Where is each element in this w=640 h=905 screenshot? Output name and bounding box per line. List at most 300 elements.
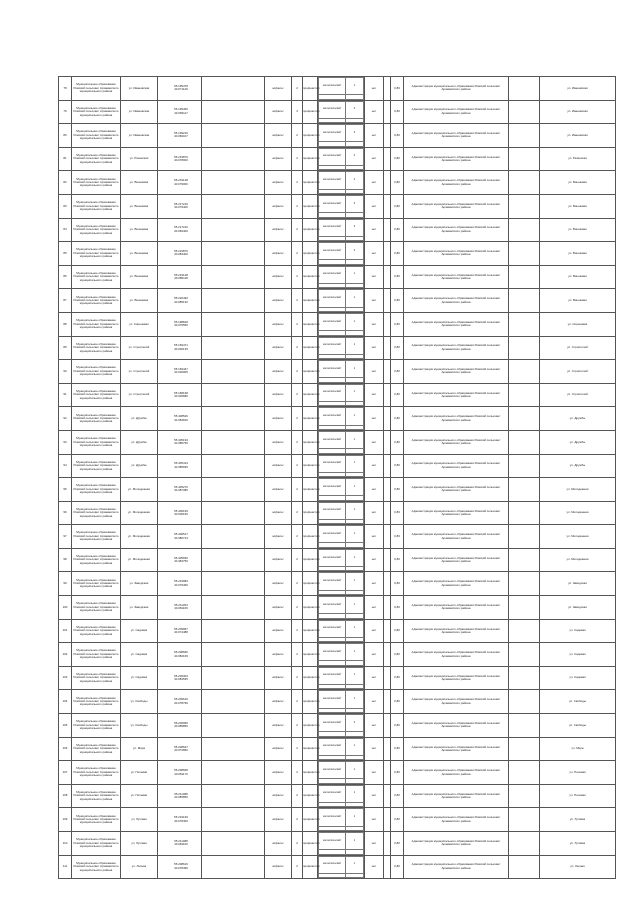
container-volume-cell: 0,80 — [391, 171, 404, 195]
container-type: металлический — [319, 408, 346, 425]
container-subcell-blank — [345, 236, 363, 240]
organization-cell: Муниципальное образование Ромский сельсовет Арзамасского муниципального района — [72, 171, 121, 195]
organization-cell: Муниципальное образование Ромский сельсовет Арзамасского муниципального района — [72, 832, 121, 856]
blank-cell — [202, 525, 265, 549]
site-count-cell: 2 — [292, 383, 303, 407]
served-objects-cell: ул. Дружбы — [540, 407, 616, 431]
owner-cell: Администрация муниципального образования Ромский сельсовет Арзамасского района — [404, 478, 509, 502]
blank-cell — [202, 407, 265, 431]
street-cell: ул. Заводская — [121, 572, 158, 596]
served-objects-cell: ул. Полевая — [540, 761, 616, 785]
bulky-waste-cell: нет — [365, 147, 384, 171]
blank-cell — [202, 501, 265, 525]
fence-material-cell: профнастил — [303, 124, 318, 148]
street-cell: ул. Вишневая — [121, 242, 158, 266]
container-subtable — [318, 384, 364, 407]
row-number: 82 — [59, 171, 72, 195]
street-cell: ул. Вишневая — [121, 265, 158, 289]
row-number: 86 — [59, 265, 72, 289]
container-cell — [318, 194, 365, 218]
street-cell: ул. Сиреневая — [121, 312, 158, 336]
container-quantity: 1 — [345, 337, 363, 354]
row-number: 84 — [59, 218, 72, 242]
blank-cell — [384, 100, 391, 124]
bulky-waste-cell: нет — [365, 265, 384, 289]
blank-cell — [509, 454, 540, 478]
blank-cell — [202, 124, 265, 148]
blank-cell — [384, 619, 391, 643]
table-row — [59, 855, 616, 879]
owner-cell: Администрация муниципального образования Ромский сельсовет Арзамасского района — [404, 832, 509, 856]
container-quantity: 1 — [345, 408, 363, 425]
organization-cell: Муниципальное образование Ромский сельсовет Арзамасского муниципального района — [72, 242, 121, 266]
latitude: 55.208668 — [174, 768, 188, 773]
organization-cell: Муниципальное образование Ромский сельсовет Арзамасского муниципального района — [72, 784, 121, 808]
fence-material-cell: профнастил — [303, 855, 318, 879]
organization-cell: Муниципальное образование Ромский сельсовет Арзамасского муниципального района — [72, 100, 121, 124]
container-volume-cell: 0,80 — [391, 784, 404, 808]
blank-cell — [202, 737, 265, 761]
table-row — [59, 832, 616, 856]
container-volume-cell: 0,80 — [391, 312, 404, 336]
container-quantity: 2 — [345, 172, 363, 189]
owner-cell: Администрация муниципального образования Ромский сельсовет Арзамасского района — [404, 383, 509, 407]
bulky-waste-cell: нет — [365, 383, 384, 407]
container-subcell-blank — [345, 708, 363, 712]
longitude: 40.085132 — [174, 299, 188, 304]
table-row — [59, 242, 616, 266]
surface-cover-cell: асфальт — [265, 407, 292, 431]
organization-cell: Муниципальное образование Ромский сельсовет Арзамасского муниципального района — [72, 336, 121, 360]
surface-cover-cell: асфальт — [265, 714, 292, 738]
served-objects-cell: ул. Лесная — [540, 855, 616, 879]
row-number: 108 — [59, 784, 72, 808]
container-quantity: 1 — [345, 738, 363, 755]
container-cell — [318, 548, 365, 572]
organization-cell: Муниципальное образование Ромский сельсовет Арзамасского муниципального района — [72, 383, 121, 407]
longitude: 40.081170 — [174, 771, 188, 776]
organization-cell: Муниципальное образование Ромский сельсовет Арзамасского муниципального района — [72, 77, 121, 101]
bulky-waste-cell: нет — [365, 714, 384, 738]
container-subcell-blank — [319, 401, 346, 405]
coordinates-cell — [158, 714, 202, 738]
coordinates-cell — [158, 808, 202, 832]
row-number: 81 — [59, 147, 72, 171]
longitude: 40.078496 — [174, 865, 188, 870]
street-cell: ул. Полевая — [121, 761, 158, 785]
latitude: 55.217210 — [174, 225, 188, 230]
table-row — [59, 430, 616, 454]
longitude: 40.384750 — [174, 559, 188, 564]
blank-cell — [384, 218, 391, 242]
table-row — [59, 407, 616, 431]
bulky-waste-cell: нет — [365, 478, 384, 502]
longitude: 40.079000 — [174, 181, 188, 186]
container-subcell-blank — [319, 873, 346, 877]
organization-cell: Муниципальное образование Ромский сельсовет Арзамасского муниципального района — [72, 218, 121, 242]
blank-cell — [509, 312, 540, 336]
latitude: 55.168168 — [174, 390, 188, 395]
coordinates-cell — [158, 454, 202, 478]
owner-cell: Администрация муниципального образования Ромский сельсовет Арзамасского района — [404, 218, 509, 242]
surface-cover-cell: асфальт — [265, 147, 292, 171]
blank-cell — [384, 289, 391, 313]
container-subtable — [318, 856, 364, 879]
coordinates-cell — [158, 312, 202, 336]
organization-cell: Муниципальное образование Ромский сельсовет Арзамасского муниципального района — [72, 360, 121, 384]
street-cell: ул. Молодежная — [121, 501, 158, 525]
container-quantity: 1 — [345, 597, 363, 614]
container-volume-cell: 0,80 — [391, 714, 404, 738]
container-cell — [318, 737, 365, 761]
container-subcell-blank — [345, 260, 363, 264]
coordinates-cell — [158, 147, 202, 171]
container-subcell-blank — [345, 95, 363, 99]
blank-cell — [202, 855, 265, 879]
served-objects-cell: ул. Луговая — [540, 832, 616, 856]
container-subcell-blank — [345, 850, 363, 854]
blank-cell — [509, 501, 540, 525]
coordinates-cell — [158, 572, 202, 596]
owner-cell: Администрация муниципального образования Ромский сельсовет Арзамасского района — [404, 761, 509, 785]
container-subtable — [318, 690, 364, 713]
blank-cell — [384, 312, 391, 336]
served-objects-cell: ул. Молодежная — [540, 548, 616, 572]
table-row — [59, 808, 616, 832]
container-volume-cell: 0,80 — [391, 596, 404, 620]
longitude: 40.000160 — [174, 511, 188, 516]
container-cell — [318, 77, 365, 101]
bulky-waste-cell: нет — [365, 690, 384, 714]
container-cell — [318, 100, 365, 124]
blank-cell — [202, 808, 265, 832]
blank-cell — [384, 855, 391, 879]
container-cell — [318, 832, 365, 856]
blank-cell — [202, 832, 265, 856]
latitude: 55.211488 — [174, 838, 188, 843]
container-cell — [318, 525, 365, 549]
container-cell — [318, 643, 365, 667]
served-objects-cell: ул. Заводская — [540, 596, 616, 620]
site-count-cell: 2 — [292, 761, 303, 785]
surface-cover-cell: асфальт — [265, 525, 292, 549]
coordinates-cell — [158, 690, 202, 714]
table-row — [59, 501, 616, 525]
latitude: 55.405650 — [174, 555, 188, 560]
blank-cell — [509, 690, 540, 714]
served-objects-cell: ул. Строителей — [540, 383, 616, 407]
latitude: 55.217216 — [174, 201, 188, 206]
surface-cover-cell: асфальт — [265, 265, 292, 289]
site-count-cell: 2 — [292, 265, 303, 289]
site-count-cell: 2 — [292, 454, 303, 478]
blank-cell — [509, 289, 540, 313]
longitude: 40.084400 — [174, 228, 188, 233]
blank-cell — [384, 666, 391, 690]
served-objects-cell: ул. Садовая — [540, 666, 616, 690]
blank-cell — [202, 478, 265, 502]
surface-cover-cell: асфальт — [265, 666, 292, 690]
container-subcell-blank — [345, 331, 363, 335]
container-subtable — [318, 266, 364, 289]
coordinates-cell — [158, 430, 202, 454]
blank-cell — [509, 383, 540, 407]
surface-cover-cell: асфальт — [265, 761, 292, 785]
container-subtable — [318, 171, 364, 194]
site-count-cell: 2 — [292, 548, 303, 572]
container-type: металлический — [319, 455, 346, 472]
longitude: 40.078796 — [174, 700, 188, 705]
blank-cell — [509, 596, 540, 620]
blank-cell — [202, 643, 265, 667]
bulky-waste-cell: нет — [365, 619, 384, 643]
organization-cell: Муниципальное образование Ромский сельсовет Арзамасского муниципального района — [72, 525, 121, 549]
container-type: металлический — [319, 597, 346, 614]
container-subcell-blank — [319, 307, 346, 311]
container-volume-cell: 0,80 — [391, 265, 404, 289]
table-row — [59, 714, 616, 738]
row-number: 95 — [59, 478, 72, 502]
container-quantity: 1 — [345, 549, 363, 566]
surface-cover-cell: асфальт — [265, 690, 292, 714]
bulky-waste-cell: нет — [365, 77, 384, 101]
coordinates-cell — [158, 124, 202, 148]
site-count-cell: 2 — [292, 242, 303, 266]
container-subtable — [318, 572, 364, 595]
blank-cell — [202, 454, 265, 478]
owner-cell: Администрация муниципального образования Ромский сельсовет Арзамасского района — [404, 666, 509, 690]
longitude: 40.085850 — [174, 795, 188, 800]
container-subcell-blank — [319, 826, 346, 830]
owner-cell: Администрация муниципального образования Ромский сельсовет Арзамасского района — [404, 737, 509, 761]
container-type: металлический — [319, 809, 346, 826]
coordinates-cell — [158, 761, 202, 785]
bulky-waste-cell: нет — [365, 737, 384, 761]
site-count-cell: 2 — [292, 478, 303, 502]
blank-cell — [509, 784, 540, 808]
container-quantity: 1 — [345, 266, 363, 283]
site-count-cell: 2 — [292, 336, 303, 360]
fence-material-cell: профнастил — [303, 619, 318, 643]
blank-cell — [384, 478, 391, 502]
organization-cell: Муниципальное образование Ромский сельсовет Арзамасского муниципального района — [72, 478, 121, 502]
row-number: 79 — [59, 100, 72, 124]
container-type: металлический — [319, 785, 346, 802]
container-type: металлический — [319, 856, 346, 873]
container-subcell-blank — [345, 189, 363, 193]
street-cell: ул. Дружбы — [121, 454, 158, 478]
fence-material-cell: профнастил — [303, 77, 318, 101]
container-volume-cell: 0,80 — [391, 737, 404, 761]
container-quantity: 4 — [345, 148, 363, 165]
bulky-waste-cell: нет — [365, 784, 384, 808]
container-subcell-blank — [345, 307, 363, 311]
bulky-waste-cell: нет — [365, 124, 384, 148]
fence-material-cell: профнастил — [303, 548, 318, 572]
blank-cell — [202, 194, 265, 218]
owner-cell: Администрация муниципального образования Ромский сельсовет Арзамасского района — [404, 336, 509, 360]
fence-material-cell: профнастил — [303, 194, 318, 218]
table-row — [59, 194, 616, 218]
container-cell — [318, 596, 365, 620]
container-subcell-blank — [319, 378, 346, 382]
container-subtable — [318, 714, 364, 737]
bulky-waste-cell: нет — [365, 808, 384, 832]
surface-cover-cell: асфальт — [265, 100, 292, 124]
site-count-cell: 2 — [292, 124, 303, 148]
row-number: 107 — [59, 761, 72, 785]
longitude: 40.085118 — [174, 276, 188, 281]
blank-cell — [509, 714, 540, 738]
blank-cell — [509, 666, 540, 690]
fence-material-cell: профнастил — [303, 407, 318, 431]
blank-cell — [384, 454, 391, 478]
longitude: 40.069117 — [174, 110, 188, 115]
fence-material-cell: профнастил — [303, 100, 318, 124]
surface-cover-cell: асфальт — [265, 784, 292, 808]
table-row — [59, 360, 616, 384]
blank-cell — [509, 265, 540, 289]
table-row — [59, 737, 616, 761]
container-subcell-blank — [345, 567, 363, 571]
coordinates-cell — [158, 619, 202, 643]
latitude: 55.198818 — [174, 319, 188, 324]
street-cell: ул. Заводская — [121, 596, 158, 620]
container-subcell-blank — [319, 755, 346, 759]
owner-cell: Администрация муниципального образования Ромский сельсовет Арзамасского района — [404, 147, 509, 171]
served-objects-cell: ул. Дружбы — [540, 430, 616, 454]
blank-cell — [384, 336, 391, 360]
container-cell — [318, 430, 365, 454]
table-row — [59, 478, 616, 502]
organization-cell: Муниципальное образование Ромский сельсовет Арзамасского муниципального района — [72, 501, 121, 525]
table-row — [59, 525, 616, 549]
blank-cell — [384, 808, 391, 832]
blank-cell — [202, 430, 265, 454]
bulky-waste-cell: нет — [365, 596, 384, 620]
bulky-waste-cell: нет — [365, 761, 384, 785]
surface-cover-cell: асфальт — [265, 548, 292, 572]
container-subcell-blank — [345, 543, 363, 547]
longitude: 40.387386 — [174, 488, 188, 493]
container-subcell-blank — [319, 472, 346, 476]
container-cell — [318, 242, 365, 266]
container-type: металлический — [319, 78, 346, 95]
site-count-cell: 2 — [292, 784, 303, 808]
container-subtable — [318, 195, 364, 218]
blank-cell — [384, 383, 391, 407]
site-count-cell: 2 — [292, 666, 303, 690]
row-number: 105 — [59, 714, 72, 738]
container-volume-cell: 0,80 — [391, 360, 404, 384]
surface-cover-cell: асфальт — [265, 808, 292, 832]
site-count-cell: 2 — [292, 572, 303, 596]
table-row — [59, 690, 616, 714]
container-quantity: 1 — [345, 644, 363, 661]
container-quantity: 1 — [345, 526, 363, 543]
container-subtable — [318, 101, 364, 124]
container-cell — [318, 714, 365, 738]
coordinates-cell — [158, 100, 202, 124]
longitude: 40.384816 — [174, 417, 188, 422]
container-cell — [318, 124, 365, 148]
container-subtable — [318, 643, 364, 666]
blank-cell — [202, 572, 265, 596]
street-cell: ул. Вишневая — [121, 218, 158, 242]
container-subcell-blank — [345, 142, 363, 146]
latitude: 55.406169 — [174, 508, 188, 513]
container-subcell-blank — [345, 449, 363, 453]
container-type: металлический — [319, 313, 346, 330]
blank-cell — [509, 572, 540, 596]
latitude: 55.208666 — [174, 650, 188, 655]
latitude: 55.208616 — [174, 862, 188, 867]
blank-cell — [202, 100, 265, 124]
fence-material-cell: профнастил — [303, 808, 318, 832]
coordinates-cell — [158, 855, 202, 879]
container-cell — [318, 407, 365, 431]
container-type: металлический — [319, 290, 346, 307]
row-number: 104 — [59, 690, 72, 714]
container-cell — [318, 218, 365, 242]
row-number: 101 — [59, 619, 72, 643]
container-cell — [318, 454, 365, 478]
container-subtable — [318, 478, 364, 501]
surface-cover-cell: асфальт — [265, 360, 292, 384]
row-number: 97 — [59, 525, 72, 549]
surface-cover-cell: асфальт — [265, 312, 292, 336]
surface-cover-cell: асфальт — [265, 124, 292, 148]
container-quantity: 3 — [345, 219, 363, 236]
served-objects-cell: ул. Вишневая — [540, 194, 616, 218]
served-objects-cell: ул. Вишневая — [540, 265, 616, 289]
row-number: 109 — [59, 808, 72, 832]
fence-material-cell: профнастил — [303, 218, 318, 242]
bulky-waste-cell: нет — [365, 336, 384, 360]
container-type: металлический — [319, 219, 346, 236]
blank-cell — [202, 289, 265, 313]
surface-cover-cell: асфальт — [265, 383, 292, 407]
row-number: 111 — [59, 855, 72, 879]
site-count-cell: 2 — [292, 171, 303, 195]
container-subtable — [318, 77, 364, 100]
container-subcell-blank — [345, 826, 363, 830]
coordinates-cell — [158, 383, 202, 407]
container-subcell-blank — [319, 496, 346, 500]
served-objects-cell: ул. Ивановская — [540, 124, 616, 148]
container-subcell-blank — [345, 354, 363, 358]
site-count-cell: 2 — [292, 147, 303, 171]
owner-cell: Администрация муниципального образования Ромский сельсовет Арзамасского района — [404, 454, 509, 478]
street-cell: ул. Ивановская — [121, 100, 158, 124]
fence-material-cell: профнастил — [303, 784, 318, 808]
street-cell: ул. Садовая — [121, 666, 158, 690]
latitude: 55.169471 — [174, 343, 188, 348]
container-subtable — [318, 808, 364, 831]
blank-cell — [509, 761, 540, 785]
fence-material-cell: профнастил — [303, 761, 318, 785]
longitude: 40.072860 — [174, 747, 188, 752]
latitude: 55.206616 — [174, 697, 188, 702]
container-subcell-blank — [319, 449, 346, 453]
container-volume-cell: 0,80 — [391, 289, 404, 313]
longitude: 40.000680 — [174, 394, 188, 399]
owner-cell: Администрация муниципального образования Ромский сельсовет Арзамасского района — [404, 619, 509, 643]
blank-cell — [509, 430, 540, 454]
container-subtable — [318, 738, 364, 761]
blank-cell — [509, 525, 540, 549]
site-count-cell: 2 — [292, 832, 303, 856]
